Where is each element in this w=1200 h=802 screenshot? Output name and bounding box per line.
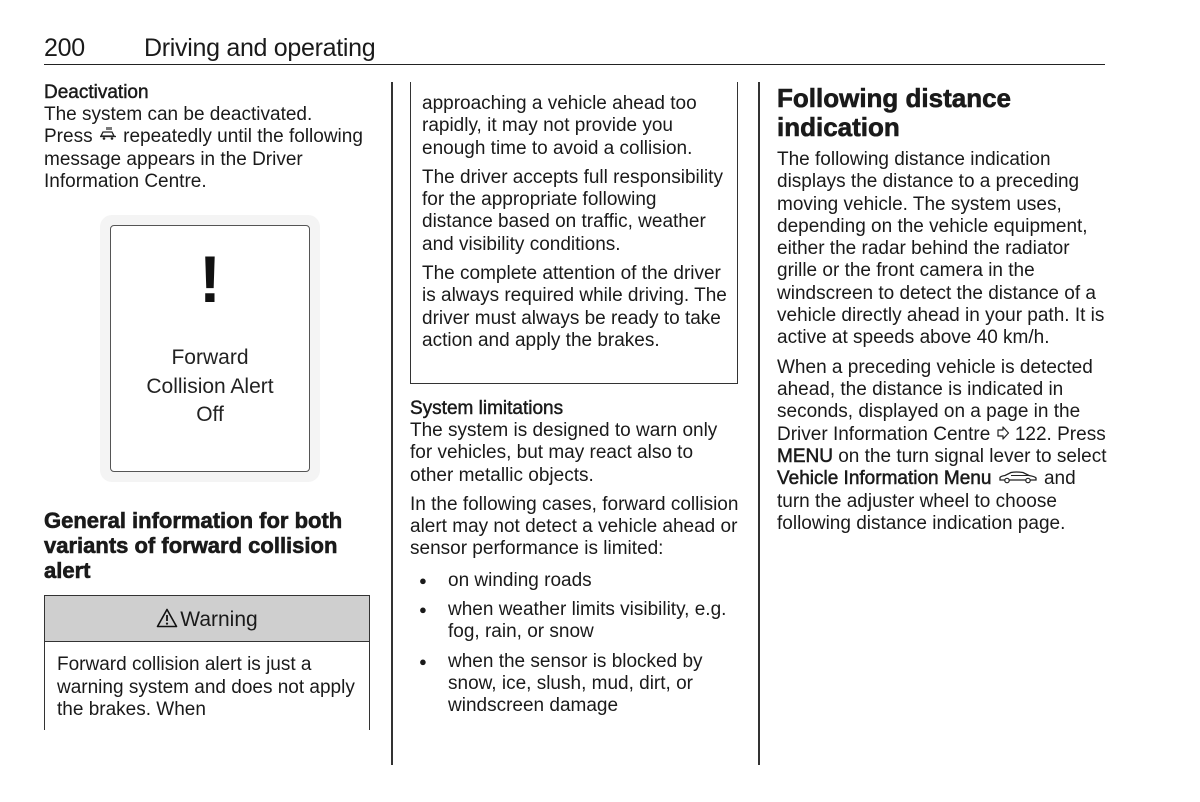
warning-triangle-icon (156, 598, 178, 645)
limitations-paragraph: The system is designed to warn only for vehicles, but may react also to other metallic objects. (410, 420, 718, 486)
warning-text: Forward collision alert is just a warning system and does not apply the brakes. When (57, 654, 355, 720)
exclamation-icon: ! (199, 242, 221, 317)
dic-display-illustration (110, 225, 310, 472)
collision-alert-button-icon (98, 126, 118, 148)
page-number: 200 (44, 34, 85, 62)
column-1 (44, 82, 374, 730)
general-info-heading: General information for both variants of forward collision alert (44, 508, 343, 584)
list-item: ● when weather limits visibility, e.g. fog, rain, or snow (410, 599, 740, 644)
warning-header (44, 595, 370, 642)
column-divider (758, 82, 760, 765)
vehicle-menu-car-icon (997, 468, 1039, 490)
section-title: Driving and operating (144, 34, 376, 62)
limitations-heading: System limitations (410, 398, 564, 419)
warning-paragraph: approaching a vehicle ahead too rapidly, it may not provide you enough time to avoid a collision. (422, 93, 697, 159)
following-distance-paragraph: When a preceding vehicle is detected ahead, the distance is indicated in seconds, displayed on a page in the Driver Information Centre 122. Press MENU on the turn signal lever to select Vehicle Information Menu and turn the adjuster wheel to choose following distance indication page. (777, 356, 1107, 535)
warning-continuation-box (410, 82, 738, 384)
warning-title: Warning (180, 608, 258, 632)
column-2 (410, 82, 740, 725)
page-reference-arrow-icon (996, 424, 1010, 446)
column-divider (391, 82, 393, 765)
following-distance-paragraph: The following distance indication displays the distance to a preceding moving vehicle. The system uses, depending on the vehicle equipment, either the radar behind the radiator grille or the front camera in the windscreen to detect the distance of a vehicle directly ahead in your path. It is active at speeds above 40 km/h. (777, 149, 1105, 349)
menu-button-label: MENU (777, 446, 833, 468)
vehicle-information-menu-label: Vehicle Information Menu (777, 468, 992, 490)
warning-paragraph: The driver accepts full responsibility for the appropriate following distance based on traffic, weather and visibility conditions. (422, 166, 723, 255)
warning-paragraph: The complete attention of the driver is always required while driving. The driver must always be ready to take action and apply the brakes. (422, 263, 727, 351)
deactivation-heading: Deactivation (44, 82, 149, 103)
list-item: ● on winding roads (410, 570, 740, 592)
column-3 (777, 82, 1109, 535)
display-message: Forward Collision Alert Off (146, 346, 274, 427)
warning-body (44, 642, 370, 730)
list-item: ● when the sensor is blocked by snow, ice, slush, mud, dirt, or windscreen damage (410, 651, 740, 718)
page-reference: 122. (1014, 423, 1052, 445)
following-distance-title: Following distance indication (777, 83, 1012, 142)
deactivation-text: The system can be deactivated. Press repeatedly until the following message appears in the Driver Information Centre. (44, 104, 363, 193)
limitations-paragraph: In the following cases, forward collision alert may not detect a vehicle ahead or sensor performance is limited: (410, 493, 739, 560)
limitations-list (410, 570, 740, 718)
page-header (44, 34, 1105, 65)
